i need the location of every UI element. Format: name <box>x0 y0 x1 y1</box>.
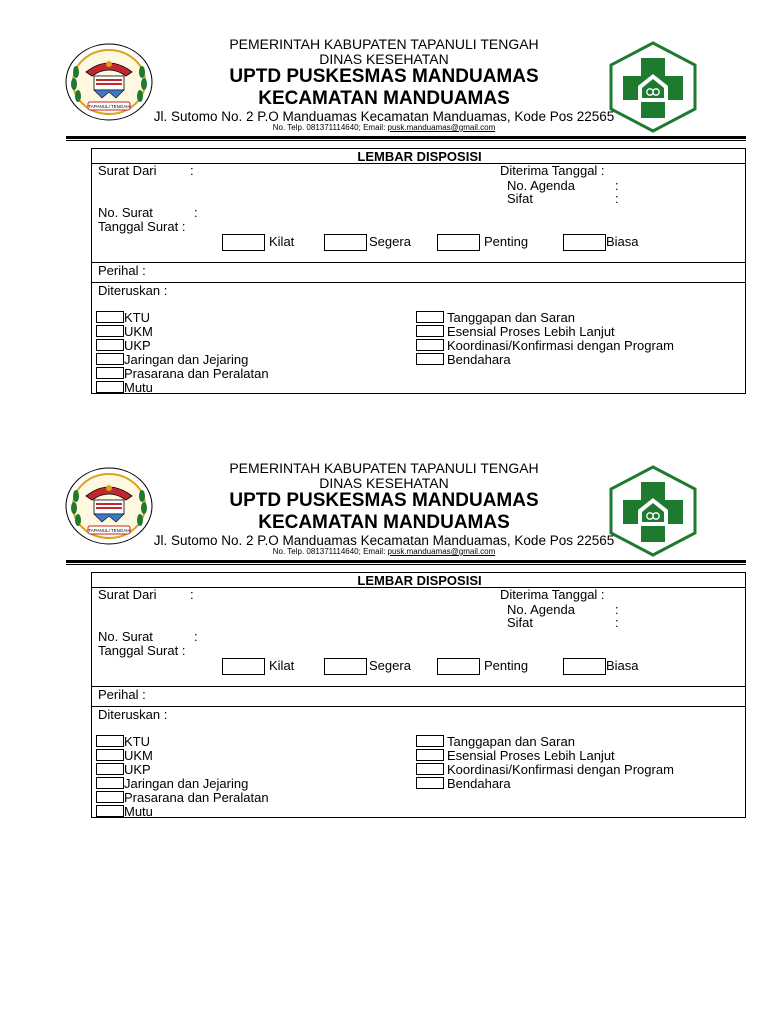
label-kilat: Kilat <box>269 234 295 249</box>
label-segera: Segera <box>369 658 411 673</box>
header-divider <box>66 136 746 141</box>
recipient-checkbox[interactable] <box>416 353 444 365</box>
checkbox-biasa[interactable] <box>563 658 606 675</box>
recipient-label: Esensial Proses Lebih Lanjut <box>447 324 615 339</box>
disposition-form <box>0 0 768 420</box>
label-segera: Segera <box>369 234 411 249</box>
header-department: DINAS KESEHATAN <box>319 51 449 67</box>
section-divider <box>92 262 745 263</box>
recipient-checkbox[interactable] <box>96 381 124 393</box>
label-surat-dari: Surat Dari <box>98 587 157 602</box>
colon: : <box>194 205 198 220</box>
header-government: PEMERINTAH KABUPATEN TAPANULI TENGAH <box>229 36 539 52</box>
label-diterima-tanggal: Diterima Tanggal : <box>500 163 605 178</box>
label-diteruskan: Diteruskan : <box>98 283 168 298</box>
recipient-label: Bendahara <box>447 352 511 367</box>
header-address: Jl. Sutomo No. 2 P.O Manduamas Kecamatan Manduamas, Kode Pos 22565 <box>153 533 615 548</box>
checkbox-biasa[interactable] <box>563 234 606 251</box>
recipient-label: Jaringan dan Jejaring <box>124 352 249 367</box>
label-tanggal-surat: Tanggal Surat : <box>98 219 186 234</box>
recipient-checkbox[interactable] <box>416 777 444 789</box>
header-department: DINAS KESEHATAN <box>319 475 449 491</box>
label-diteruskan: Diteruskan : <box>98 707 168 722</box>
disposition-table <box>91 148 746 394</box>
colon: : <box>190 587 194 602</box>
label-diterima-tanggal: Diterima Tanggal : <box>500 587 605 602</box>
recipient-checkbox[interactable] <box>96 735 124 747</box>
header-institution: UPTD PUSKESMAS MANDUAMAS <box>229 66 539 87</box>
recipient-label: Mutu <box>124 804 153 819</box>
section-divider <box>92 686 745 687</box>
recipient-label: UKM <box>124 748 153 763</box>
recipient-label: Tanggapan dan Saran <box>447 734 575 749</box>
recipient-label: KTU <box>124 734 150 749</box>
recipient-checkbox[interactable] <box>416 749 444 761</box>
recipient-checkbox[interactable] <box>416 339 444 351</box>
label-penting: Penting <box>484 658 529 673</box>
colon: : <box>615 602 619 617</box>
header-district: KECAMATAN MANDUAMAS <box>258 512 510 533</box>
form-title: LEMBAR DISPOSISI <box>357 149 482 164</box>
seal-ribbon-text: TAPANULI TENGAH <box>88 104 130 109</box>
recipient-label: Prasarana dan Peralatan <box>124 790 269 805</box>
contact-email[interactable]: pusk.manduamas@gmail.com <box>387 547 496 556</box>
form-title: LEMBAR DISPOSISI <box>357 573 482 588</box>
recipient-label: Koordinasi/Konfirmasi dengan Program <box>447 338 674 353</box>
checkbox-penting[interactable] <box>437 658 480 675</box>
label-sifat: Sifat <box>507 191 534 206</box>
recipient-label: Esensial Proses Lebih Lanjut <box>447 748 615 763</box>
recipient-checkbox[interactable] <box>96 749 124 761</box>
recipient-label: Prasarana dan Peralatan <box>124 366 269 381</box>
recipient-label: KTU <box>124 310 150 325</box>
colon: : <box>615 615 619 630</box>
header-contact <box>0 547 768 556</box>
header-institution: UPTD PUSKESMAS MANDUAMAS <box>229 490 539 511</box>
colon: : <box>615 191 619 206</box>
recipient-checkbox[interactable] <box>96 805 124 817</box>
contact-email[interactable]: pusk.manduamas@gmail.com <box>387 123 496 132</box>
recipient-checkbox[interactable] <box>96 777 124 789</box>
recipient-label: Mutu <box>124 380 153 395</box>
recipient-checkbox[interactable] <box>96 367 124 379</box>
seal-ribbon-text: TAPANULI TENGAH <box>88 528 130 533</box>
recipient-label: UKM <box>124 324 153 339</box>
recipient-label: Koordinasi/Konfirmasi dengan Program <box>447 762 674 777</box>
recipient-checkbox[interactable] <box>96 353 124 365</box>
recipient-checkbox[interactable] <box>96 763 124 775</box>
recipient-checkbox[interactable] <box>96 311 124 323</box>
label-perihal: Perihal : <box>98 687 146 702</box>
label-surat-dari: Surat Dari <box>98 163 157 178</box>
recipient-checkbox[interactable] <box>416 311 444 323</box>
recipient-label: Bendahara <box>447 776 511 791</box>
label-no-agenda: No. Agenda <box>507 178 575 193</box>
header-contact <box>0 123 768 132</box>
label-no-agenda: No. Agenda <box>507 602 575 617</box>
recipient-checkbox[interactable] <box>96 791 124 803</box>
label-sifat: Sifat <box>507 615 534 630</box>
checkbox-kilat[interactable] <box>222 234 265 251</box>
checkbox-penting[interactable] <box>437 234 480 251</box>
recipient-label: UKP <box>124 762 151 777</box>
recipient-label: Tanggapan dan Saran <box>447 310 575 325</box>
label-biasa: Biasa <box>606 234 639 249</box>
colon: : <box>190 163 194 178</box>
disposition-form <box>0 424 768 844</box>
label-perihal: Perihal : <box>98 263 146 278</box>
section-divider <box>92 282 745 283</box>
section-divider <box>92 706 745 707</box>
label-kilat: Kilat <box>269 658 295 673</box>
checkbox-segera[interactable] <box>324 658 367 675</box>
checkbox-segera[interactable] <box>324 234 367 251</box>
header-address: Jl. Sutomo No. 2 P.O Manduamas Kecamatan Manduamas, Kode Pos 22565 <box>153 109 615 124</box>
label-no-surat: No. Surat <box>98 205 153 220</box>
recipient-checkbox[interactable] <box>96 325 124 337</box>
recipient-checkbox[interactable] <box>416 763 444 775</box>
label-tanggal-surat: Tanggal Surat : <box>98 643 186 658</box>
colon: : <box>615 178 619 193</box>
contact-phone: No. Telp. 081371114640; Email: <box>272 547 388 556</box>
checkbox-kilat[interactable] <box>222 658 265 675</box>
header-district: KECAMATAN MANDUAMAS <box>258 88 510 109</box>
recipient-checkbox[interactable] <box>416 325 444 337</box>
disposition-table <box>91 572 746 818</box>
label-penting: Penting <box>484 234 529 249</box>
recipient-checkbox[interactable] <box>416 735 444 747</box>
colon: : <box>194 629 198 644</box>
recipient-checkbox[interactable] <box>96 339 124 351</box>
recipient-label: UKP <box>124 338 151 353</box>
recipient-label: Jaringan dan Jejaring <box>124 776 249 791</box>
contact-phone: No. Telp. 081371114640; Email: <box>272 123 388 132</box>
label-no-surat: No. Surat <box>98 629 153 644</box>
header-government: PEMERINTAH KABUPATEN TAPANULI TENGAH <box>229 460 539 476</box>
header-divider <box>66 560 746 565</box>
label-biasa: Biasa <box>606 658 639 673</box>
